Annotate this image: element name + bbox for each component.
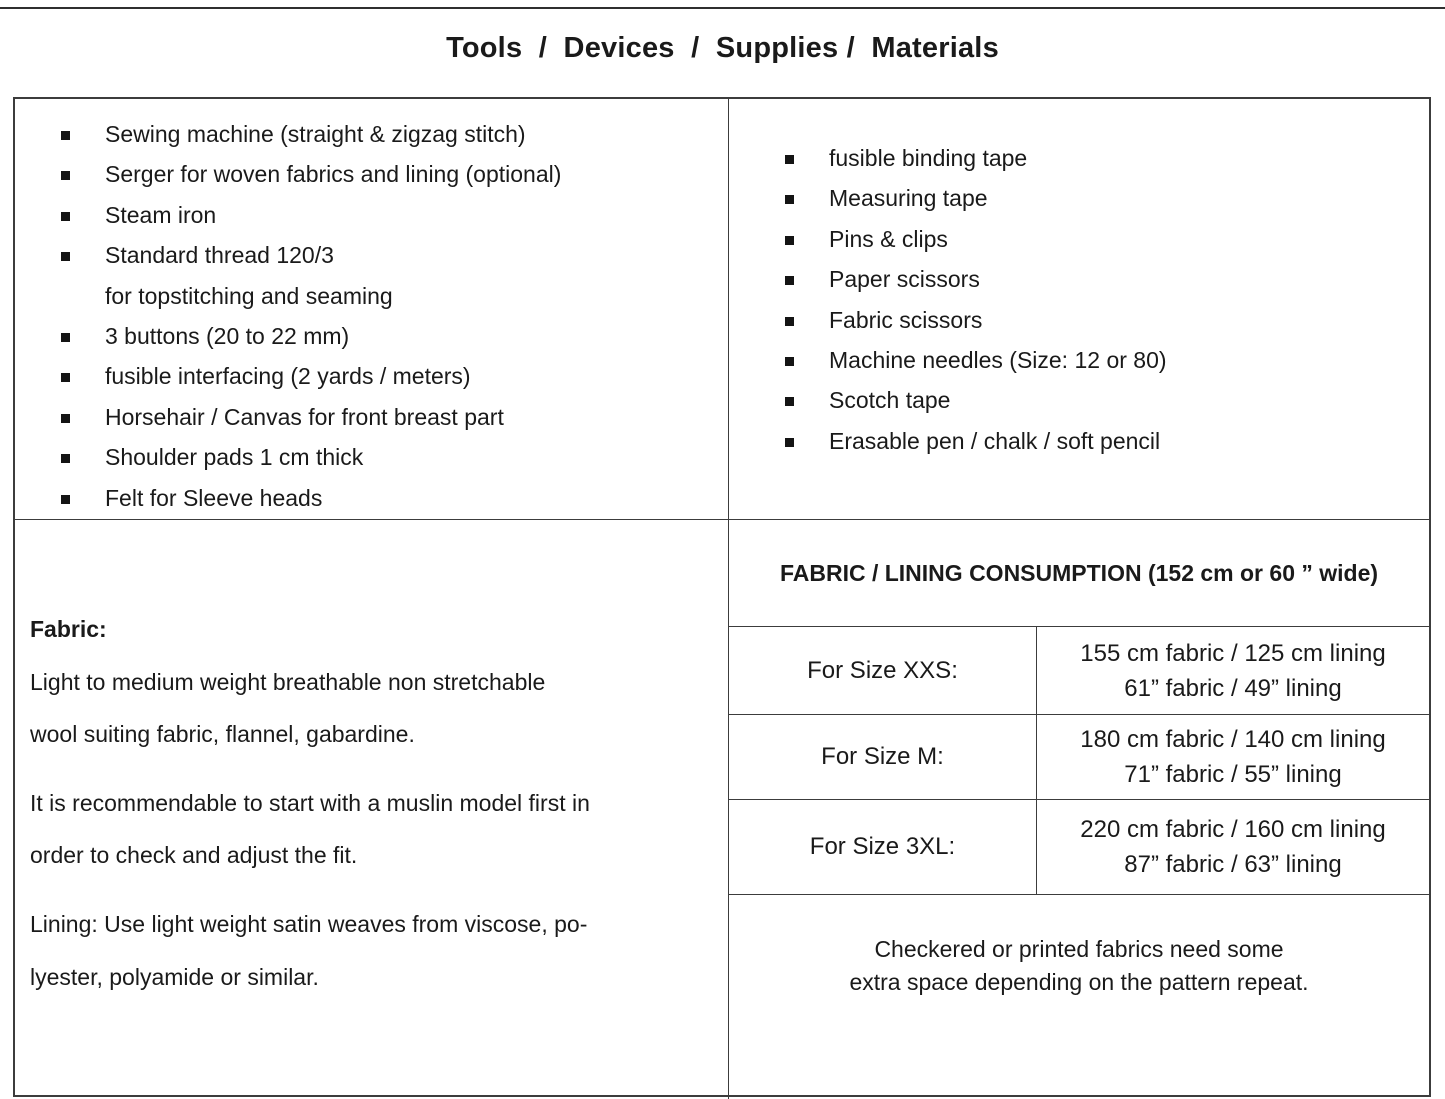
list-item (785, 178, 1429, 218)
list-item (785, 421, 1429, 461)
table-row (729, 715, 1429, 800)
value-line: 180 cm fabric / 140 cm lining (1080, 726, 1386, 753)
list-item (785, 300, 1429, 340)
list-item-text: Scotch tape (829, 387, 951, 414)
fabric-paragraph-line: It is recommendable to start with a muslin model first in (30, 789, 590, 816)
consumption-header: FABRIC / LINING CONSUMPTION (152 cm or 60 ” wide) (729, 520, 1429, 627)
size-value (1037, 715, 1429, 799)
size-label: For Size 3XL: (729, 800, 1037, 894)
list-item (61, 437, 728, 477)
list-item-text: Measuring tape (829, 185, 988, 212)
list-item (61, 154, 728, 194)
note-line: extra space depending on the pattern repeat. (849, 969, 1309, 995)
tools-list-left-cell (15, 99, 729, 520)
page-title: Tools / Devices / Supplies / Materials (446, 32, 999, 64)
value-line: 71” fabric / 55” lining (1124, 761, 1342, 788)
consumption-note (729, 895, 1429, 999)
bullet-square-icon (785, 438, 794, 447)
bullet-square-icon (785, 195, 794, 204)
list-item (785, 259, 1429, 299)
bullet-square-icon (785, 357, 794, 366)
bullet-square-icon (61, 131, 70, 140)
list-item (785, 380, 1429, 420)
bullet-square-icon (61, 252, 70, 261)
value-line: 155 cm fabric / 125 cm lining (1080, 639, 1386, 667)
list-item-text: Fabric scissors (829, 306, 983, 333)
list-item (61, 316, 728, 356)
table-row (729, 627, 1429, 715)
list-item-text: Serger for woven fabrics and lining (optional) (105, 161, 562, 188)
list-item-text: fusible interfacing (2 yards / meters) (105, 363, 471, 390)
bullet-square-icon (61, 414, 70, 423)
lining-paragraph-line: lyester, polyamide or similar. (30, 963, 319, 990)
bullet-square-icon (61, 171, 70, 180)
list-item (61, 397, 728, 437)
size-value (1037, 800, 1429, 894)
fabric-paragraph-line: order to check and adjust the fit. (30, 842, 358, 869)
bullet-square-icon (785, 236, 794, 245)
list-item-text: 3 buttons (20 to 22 mm) (105, 323, 350, 350)
note-line: Checkered or printed fabrics need some (874, 936, 1284, 962)
size-label: For Size XXS: (729, 627, 1037, 714)
list-item (785, 138, 1429, 178)
value-line: 61” fabric / 49” lining (1124, 674, 1342, 702)
value-line: 87” fabric / 63” lining (1124, 851, 1342, 878)
list-item-text: fusible binding tape (829, 145, 1028, 171)
top-horizontal-rule (0, 7, 1445, 9)
fabric-heading: Fabric: (30, 616, 107, 642)
bullet-square-icon (785, 317, 794, 326)
fabric-paragraph-line: Light to medium weight breathable non stretchable (30, 668, 546, 695)
bullet-square-icon (785, 155, 794, 164)
lining-paragraph-line: Lining: Use light weight satin weaves from viscose, po- (30, 910, 588, 937)
list-item-text: Standard thread 120/3 (105, 242, 334, 269)
bullet-square-icon (785, 397, 794, 406)
consumption-section (729, 520, 1429, 1099)
bullet-square-icon (785, 276, 794, 285)
bullet-square-icon (61, 373, 70, 382)
list-item (61, 195, 728, 235)
bullet-square-icon (61, 333, 70, 342)
bullet-square-icon (61, 212, 70, 221)
fabric-paragraph-line: wool suiting fabric, flannel, gabardine. (30, 721, 415, 748)
list-item-continuation (61, 276, 728, 316)
fabric-description-cell (15, 520, 729, 1099)
list-item-text: Paper scissors (829, 266, 980, 293)
list-item (61, 235, 728, 275)
list-item-text: Machine needles (Size: 12 or 80) (829, 347, 1167, 374)
tools-list-right-cell (729, 99, 1429, 520)
list-item (61, 114, 728, 154)
list-item-text: Felt for Sleeve heads (105, 484, 323, 511)
size-label: For Size M: (729, 715, 1037, 799)
list-item (61, 356, 728, 396)
list-item-text: Horsehair / Canvas for front breast part (105, 403, 504, 430)
size-value (1037, 627, 1429, 714)
bullet-square-icon (61, 495, 70, 504)
list-item (785, 219, 1429, 259)
list-item-text: Pins & clips (829, 225, 948, 252)
list-item-text: Erasable pen / chalk / soft pencil (829, 427, 1161, 454)
list-item-text: Shoulder pads 1 cm thick (105, 444, 364, 471)
bullet-square-icon (61, 454, 70, 463)
value-line: 220 cm fabric / 160 cm lining (1080, 816, 1386, 843)
list-item-text: for topstitching and seaming (105, 282, 393, 309)
list-item (785, 340, 1429, 380)
list-item-text: Sewing machine (straight & zigzag stitch) (105, 121, 526, 147)
materials-table (13, 97, 1431, 1097)
list-item-text: Steam iron (105, 201, 217, 228)
list-item (61, 478, 728, 518)
table-row (729, 800, 1429, 895)
